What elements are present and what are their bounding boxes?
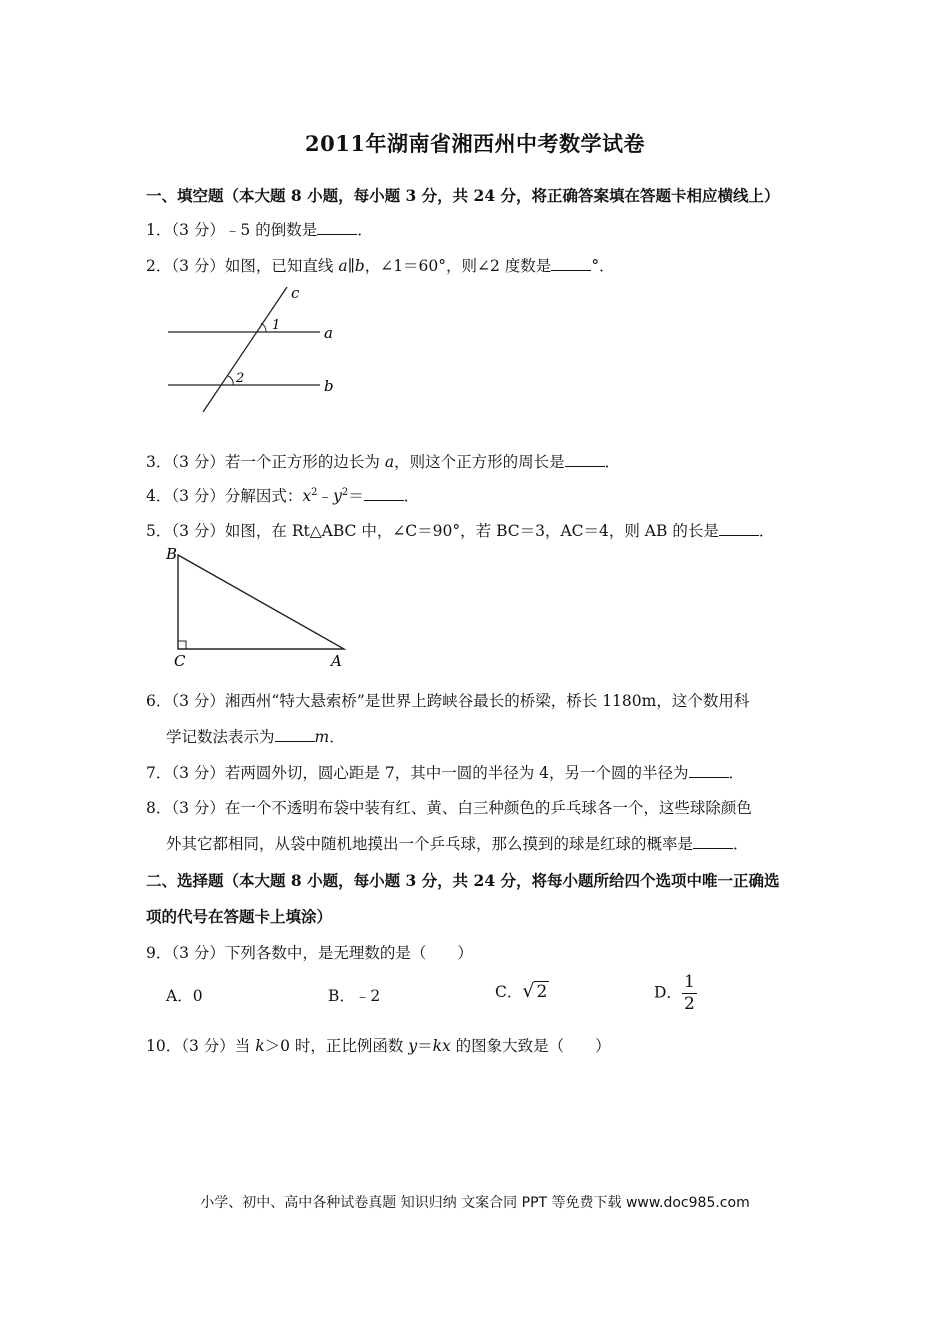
parallel-lines-figure — [160, 282, 360, 417]
right-angle-mark — [178, 641, 186, 649]
question-number: 8． — [146, 799, 172, 817]
question-number: 5． — [146, 522, 172, 540]
triangle-abc — [178, 555, 344, 649]
question-number: 7． — [146, 764, 172, 782]
fraction — [682, 974, 697, 1013]
angle-2-arc — [228, 376, 233, 385]
numerator: 1 — [683, 972, 695, 992]
option-label: D． — [654, 983, 682, 1002]
answer-blank — [275, 727, 315, 742]
question-number: 2． — [146, 257, 172, 275]
question-text: （3 分）下列各数中，是无理数的是（ ） — [171, 944, 473, 962]
punct: ． — [604, 453, 621, 471]
question-3 — [146, 450, 620, 472]
degree-suffix: °． — [591, 257, 615, 275]
question-number: 4． — [146, 487, 172, 505]
denominator: 2 — [683, 994, 695, 1014]
question-text: （3 分）若一个正方形的边长为 — [171, 453, 385, 471]
question-5 — [146, 519, 774, 541]
question-6-line-2 — [166, 725, 345, 747]
question-2 — [146, 254, 615, 276]
option-a: A．0 — [166, 987, 203, 1005]
question-text-3: 的图象大致是（ ） — [450, 1037, 611, 1055]
sqrt-symbol: √ 2 — [522, 980, 548, 1002]
punct: ． — [728, 764, 745, 782]
question-7 — [146, 761, 744, 783]
question-text-2: ，∠1＝60°，则∠2 度数是 — [364, 257, 552, 275]
question-8-line-1 — [146, 796, 752, 818]
question-text: （3 分）若两圆外切，圆心距是 7，其中一圆的半径为 4，另一个圆的半径为 — [171, 764, 689, 782]
var-b: b — [354, 257, 365, 275]
question-4 — [146, 484, 419, 506]
question-number: 9． — [146, 944, 172, 962]
right-triangle-figure — [160, 543, 360, 673]
question-number: 3． — [146, 453, 172, 471]
var-x: x — [302, 487, 312, 505]
question-number: 10． — [146, 1037, 182, 1055]
question-8-line-2 — [166, 832, 749, 854]
answer-blank — [317, 220, 357, 235]
angle-1-label: 1 — [272, 318, 281, 333]
question-text: （3 分）在一个不透明布袋中装有红、黄、白三种颜色的乒乓球各一个，这些球除颜色 — [171, 799, 752, 817]
question-text: 外其它都相同，从袋中随机地摸出一个乒乓球，那么摸到的球是红球的概率是 — [166, 835, 694, 853]
answer-blank — [551, 256, 591, 271]
option-c — [495, 980, 549, 1002]
option-b: B．﹣2 — [328, 987, 381, 1005]
answer-blank — [565, 452, 605, 467]
equals-sign: ＝ — [417, 1037, 433, 1055]
question-text: （3 分）湘西州“特大悬索桥”是世界上跨峡谷最长的桥梁，桥长 1180m，这个数用科 — [171, 692, 750, 710]
answer-blank — [693, 834, 733, 849]
var-a: a — [338, 257, 348, 275]
answer-blank — [364, 486, 404, 501]
question-9 — [146, 941, 473, 963]
minus-sign: ﹣ — [317, 487, 334, 505]
vertex-a-label: A — [331, 652, 342, 670]
var-y: y — [408, 1037, 418, 1055]
question-10 — [146, 1034, 611, 1056]
exponent: 2 — [311, 486, 318, 498]
var-kx: kx — [432, 1037, 451, 1055]
punct: ． — [357, 221, 373, 239]
question-number: 6． — [146, 692, 172, 710]
question-text-2: ＞0 时，正比例函数 — [264, 1037, 409, 1055]
label-c: c — [291, 284, 300, 302]
question-text: （3 分）﹣5 的倒数是 — [171, 221, 318, 239]
question-text: 学记数法表示为 — [166, 728, 275, 746]
punct: ． — [733, 835, 749, 853]
question-text: （3 分）分解因式： — [171, 487, 303, 505]
question-text: （3 分）如图，已知直线 — [171, 257, 339, 275]
answer-blank — [689, 763, 729, 778]
question-6-line-1 — [146, 689, 749, 711]
angle-2-label: 2 — [236, 371, 245, 386]
equals-sign: ＝ — [348, 487, 364, 505]
punct: ． — [758, 522, 775, 540]
question-1 — [146, 218, 373, 240]
var-k: k — [255, 1037, 265, 1055]
option-label: C． — [495, 983, 523, 1001]
question-text-2: ，则这个正方形的周长是 — [394, 453, 565, 471]
section-1-heading: 一、填空题（本大题 8 小题，每小题 3 分，共 24 分，将正确答案填在答题卡相应横线上） — [146, 186, 780, 205]
question-text: （3 分）当 — [181, 1037, 256, 1055]
unit-m: m — [314, 728, 330, 746]
label-a: a — [324, 324, 333, 342]
exponent: 2 — [341, 486, 349, 498]
option-d — [654, 974, 697, 1013]
line-c — [203, 287, 287, 412]
page-footer: 小学、初中、高中各种试卷真题 知识归纳 文案合同 PPT 等免费下载 www.doc985.com — [200, 1195, 750, 1211]
vertex-b-label: B — [166, 545, 178, 563]
section-2-heading-line-2: 项的代号在答题卡上填涂） — [146, 907, 333, 926]
page-title: 2011年湖南省湘西州中考数学试卷 — [305, 131, 645, 156]
punct: ． — [403, 487, 420, 505]
vertex-c-label: C — [174, 652, 186, 670]
var-a: a — [384, 453, 395, 471]
punct: ． — [329, 728, 345, 746]
question-number: 1． — [146, 221, 172, 239]
label-b: b — [324, 377, 334, 395]
var-y: y — [333, 487, 342, 505]
section-2-heading-line-1: 二、选择题（本大题 8 小题，每小题 3 分，共 24 分，将每小题所给四个选项中唯一正确选 — [146, 871, 780, 890]
answer-blank — [719, 521, 759, 536]
question-text: （3 分）如图，在 Rt△ABC 中，∠C＝90°，若 BC＝3，AC＝4，则 AB 的长是 — [171, 522, 719, 540]
parallel-symbol: ∥ — [347, 257, 355, 275]
radicand: 2 — [536, 982, 548, 1002]
